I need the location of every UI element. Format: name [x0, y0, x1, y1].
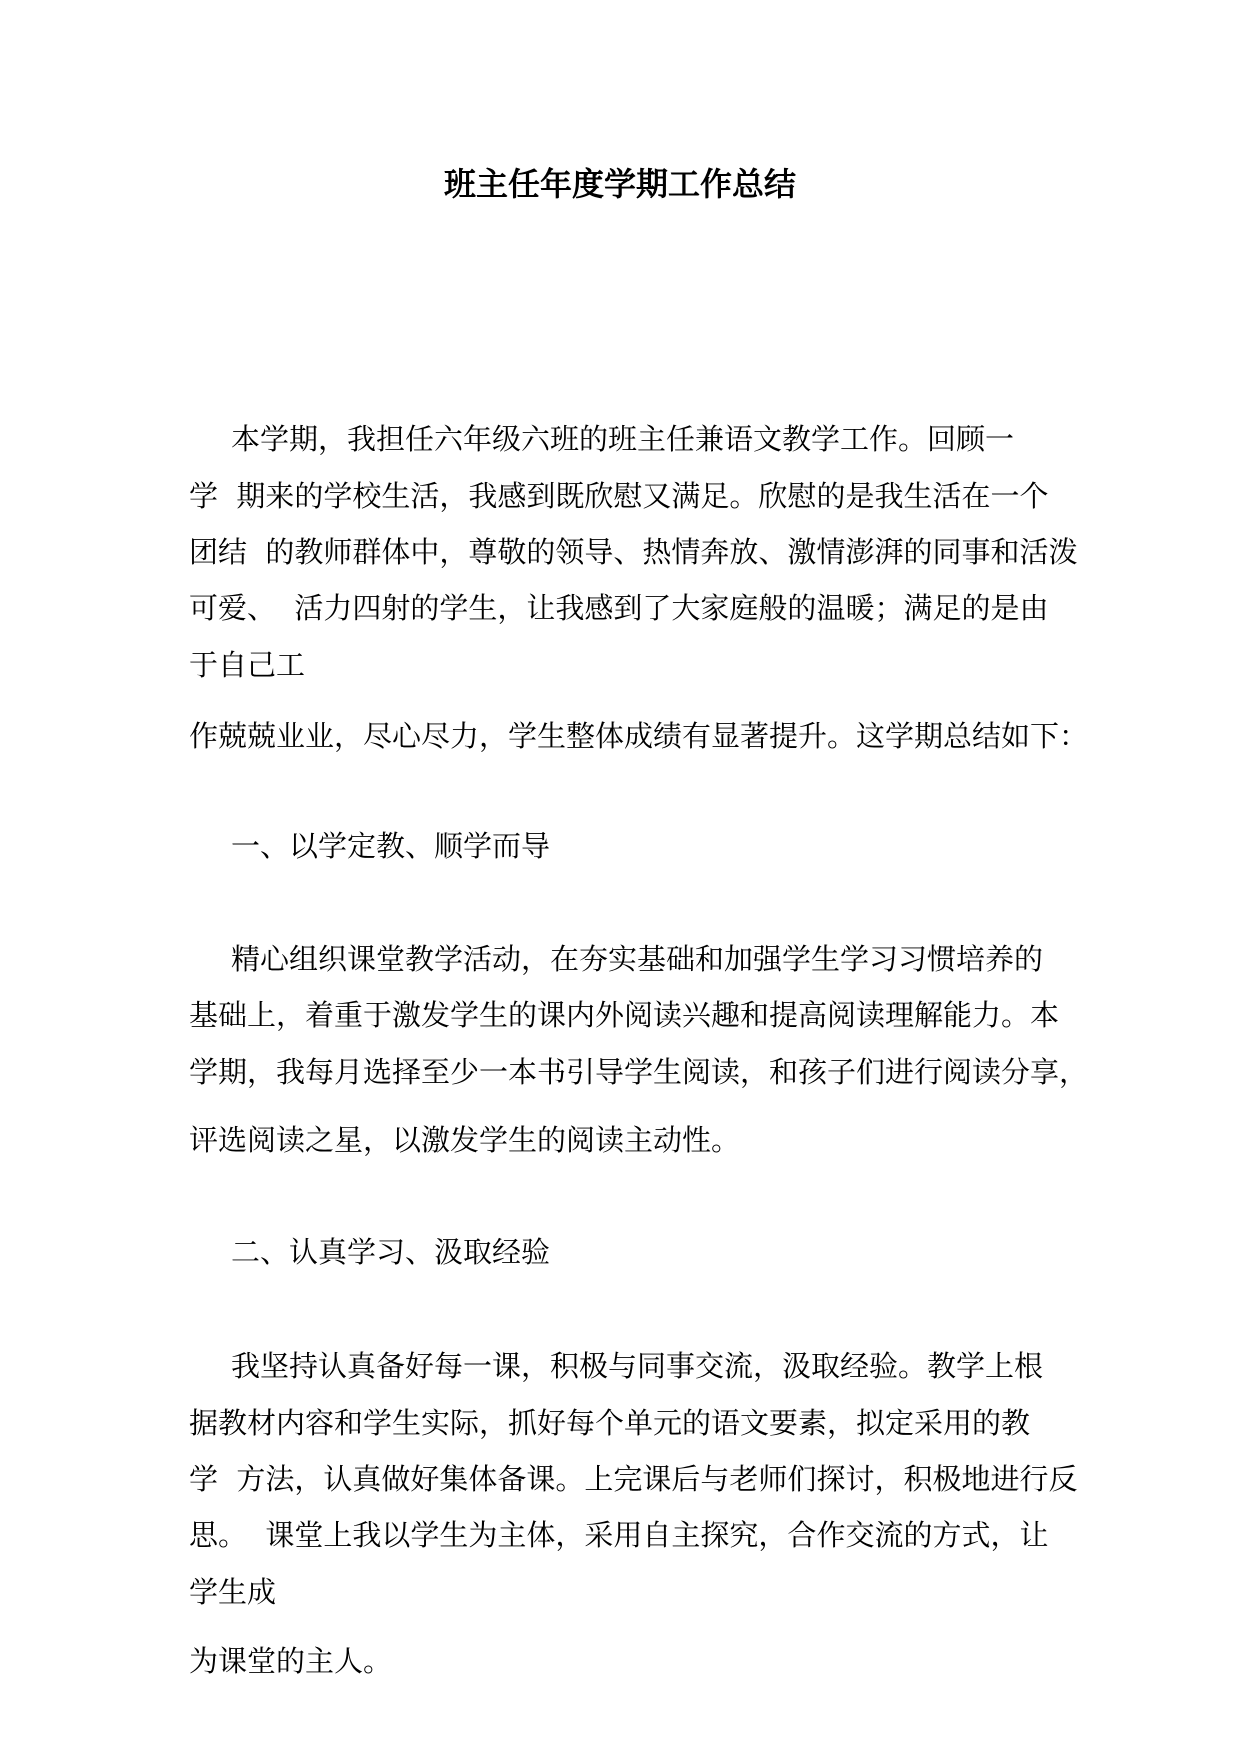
- paragraph-line: 作兢兢业业，尽心尽力，学生整体成绩有显著提升。这学期总结如下：: [189, 719, 1089, 753]
- paragraph-line: 为课堂的主人。: [189, 1644, 393, 1678]
- paragraph-line: 团结 的教师群体中，尊敬的领导、热情奔放、激情澎湃的同事和活泼: [189, 535, 1078, 569]
- section-heading: 二、认真学习、汲取经验: [231, 1235, 551, 1269]
- paragraph-line: 精心组织课堂教学活动，在夯实基础和加强学生学习习惯培养的: [231, 942, 1044, 976]
- paragraph-line: 思。 课堂上我以学生为主体，采用自主探究，合作交流的方式，让: [189, 1518, 1049, 1552]
- paragraph-line: 学期，我每月选择至少一本书引导学生阅读，和孩子们进行阅读分享，: [189, 1055, 1089, 1089]
- paragraph-line: 据教材内容和学生实际，抓好每个单元的语文要素，拟定采用的教: [189, 1406, 1031, 1440]
- paragraph-line: 学生成: [189, 1575, 277, 1609]
- paragraph-line: 学 方法，认真做好集体备课。上完课后与老师们探讨，积极地进行反: [189, 1462, 1078, 1496]
- paragraph-line: 可爱、 活力四射的学生，让我感到了大家庭般的温暖；满足的是由: [189, 591, 1049, 625]
- paragraph-line: 学 期来的学校生活，我感到既欣慰又满足。欣慰的是我生活在一个: [189, 479, 1049, 513]
- paragraph-line: 基础上，着重于激发学生的课内外阅读兴趣和提高阅读理解能力。本: [189, 998, 1060, 1032]
- paragraph-line: 评选阅读之星，以激发学生的阅读主动性。: [189, 1123, 741, 1157]
- paragraph-line: 我坚持认真备好每一课，积极与同事交流，汲取经验。教学上根: [231, 1349, 1044, 1383]
- document-title: 班主任年度学期工作总结: [443, 165, 796, 203]
- paragraph-line: 于自己工: [189, 648, 306, 682]
- paragraph-line: 本学期，我担任六年级六班的班主任兼语文教学工作。回顾一: [231, 422, 1015, 456]
- section-heading: 一、以学定教、顺学而导: [231, 829, 551, 863]
